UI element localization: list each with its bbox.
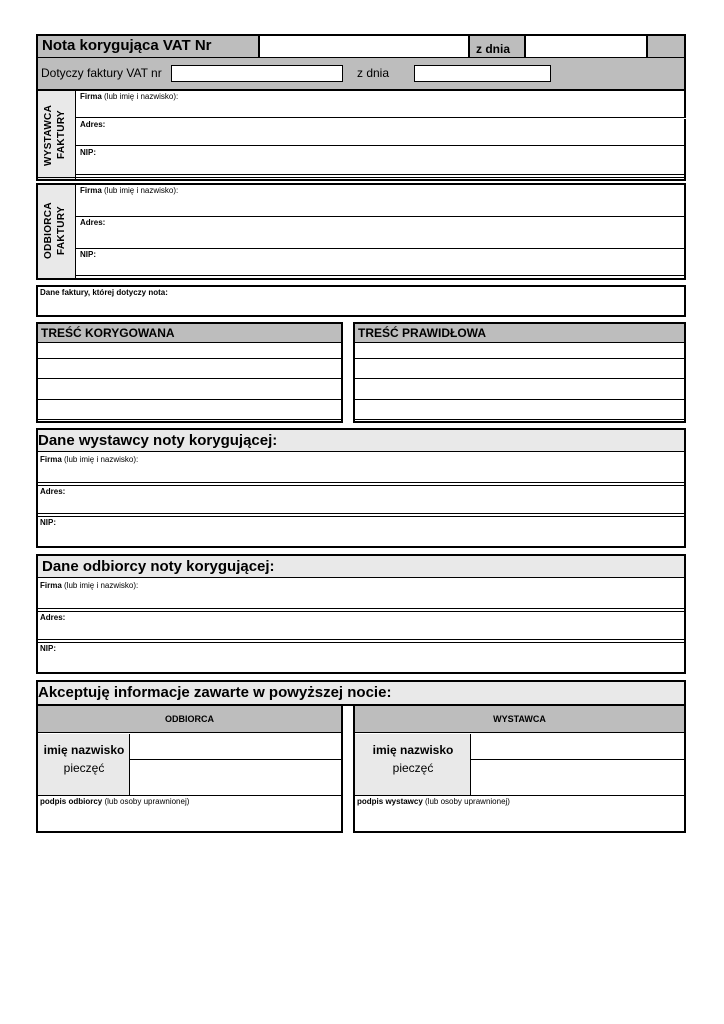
note-recipient-title: Dane odbiorcy noty korygującej: <box>42 558 275 575</box>
issuer-name-label: imię nazwisko <box>372 743 454 757</box>
invoice-number-label: Dotyczy faktury VAT nr <box>41 66 162 80</box>
divider <box>36 57 686 58</box>
note-issuer-nip-label: NIP: <box>40 518 56 527</box>
divider <box>38 485 684 486</box>
divider <box>130 759 341 760</box>
invoice-date-field[interactable] <box>414 65 551 82</box>
correct-content-title: TREŚĆ PRAWIDŁOWA <box>358 326 486 340</box>
note-recipient-nip-field[interactable] <box>62 644 682 670</box>
recipient-adres-field[interactable] <box>110 218 684 246</box>
divider <box>76 275 686 276</box>
note-number-field[interactable] <box>258 34 470 57</box>
note-date-label: z dnia <box>476 42 511 56</box>
divider <box>38 642 684 643</box>
divider <box>36 177 686 178</box>
issuer-nip-label: NIP: <box>80 148 96 157</box>
divider <box>76 216 686 217</box>
note-issuer-adres-field[interactable] <box>72 487 682 512</box>
recipient-nip-label: NIP: <box>80 250 96 259</box>
issuer-sign-label: podpis wystawcy (lub osoby uprawnionej) <box>357 797 510 806</box>
note-issuer-firma-label: Firma (lub imię i nazwisko): <box>40 455 139 464</box>
recipient-signature-header-label: ODBIORCA <box>165 714 214 724</box>
divider <box>38 639 684 640</box>
note-issuer-adres-label: Adres: <box>40 487 66 496</box>
note-date-field[interactable] <box>524 34 648 57</box>
issuer-adres-field[interactable] <box>110 120 684 144</box>
divider <box>38 513 684 514</box>
recipient-side-label: ODBIORCA FAKTURY <box>43 202 67 260</box>
divider <box>355 358 684 359</box>
issuer-signature-header-label: WYSTAWCA <box>493 714 546 724</box>
divider <box>355 378 684 379</box>
divider <box>38 399 341 400</box>
recipient-stamp-field[interactable] <box>132 761 340 794</box>
divider <box>38 358 341 359</box>
corrected-content-title: TREŚĆ KORYGOWANA <box>41 326 175 340</box>
note-issuer-firma-field[interactable] <box>150 455 682 480</box>
issuer-stamp-field[interactable] <box>473 761 683 794</box>
recipient-sign-field[interactable] <box>40 809 340 831</box>
issuer-firma-label: Firma (lub imię i nazwisko): <box>80 92 179 101</box>
issuer-adres-label: Adres: <box>80 120 106 129</box>
invoice-data-label: Dane faktury, której dotyczy nota: <box>40 288 168 297</box>
divider <box>38 419 341 420</box>
divider <box>355 399 684 400</box>
recipient-firma-label: Firma (lub imię i nazwisko): <box>80 186 179 195</box>
divider <box>38 516 684 517</box>
page-title: Nota korygująca VAT Nr <box>42 37 212 54</box>
divider <box>76 174 686 175</box>
divider <box>38 795 341 796</box>
issuer-sign-field[interactable] <box>357 809 683 831</box>
issuer-name-field[interactable] <box>473 735 683 758</box>
note-recipient-nip-label: NIP: <box>40 644 56 653</box>
divider <box>38 482 684 483</box>
note-recipient-firma-field[interactable] <box>150 581 682 606</box>
note-recipient-adres-label: Adres: <box>40 613 66 622</box>
acceptance-title: Akceptuję informacje zawarte w powyższej nocie: <box>38 684 392 701</box>
recipient-adres-label: Adres: <box>80 218 106 227</box>
issuer-nip-field[interactable] <box>100 148 684 172</box>
divider <box>355 419 684 420</box>
divider <box>38 608 684 609</box>
divider <box>471 759 684 760</box>
note-recipient-adres-field[interactable] <box>72 613 682 638</box>
note-recipient-firma-label: Firma (lub imię i nazwisko): <box>40 581 139 590</box>
divider <box>355 795 684 796</box>
divider <box>76 145 686 146</box>
recipient-sign-label: podpis odbiorcy (lub osoby uprawnionej) <box>40 797 190 806</box>
issuer-firma-field[interactable] <box>180 92 684 116</box>
invoice-number-field[interactable] <box>171 65 343 82</box>
note-issuer-nip-field[interactable] <box>62 518 682 544</box>
divider <box>38 611 684 612</box>
recipient-name-field[interactable] <box>132 735 340 758</box>
issuer-side-label: WYSTAWCA FAKTURY <box>43 104 67 166</box>
issuer-stamp-label: pieczęć <box>392 761 434 775</box>
divider <box>76 118 686 119</box>
recipient-stamp-label: pieczęć <box>63 761 105 775</box>
recipient-nip-field[interactable] <box>100 250 684 274</box>
divider <box>76 248 686 249</box>
divider <box>38 378 341 379</box>
recipient-name-label: imię nazwisko <box>43 743 125 757</box>
note-issuer-title: Dane wystawcy noty korygującej: <box>38 432 278 449</box>
invoice-date-label: z dnia <box>357 66 390 80</box>
recipient-firma-field[interactable] <box>180 186 684 214</box>
